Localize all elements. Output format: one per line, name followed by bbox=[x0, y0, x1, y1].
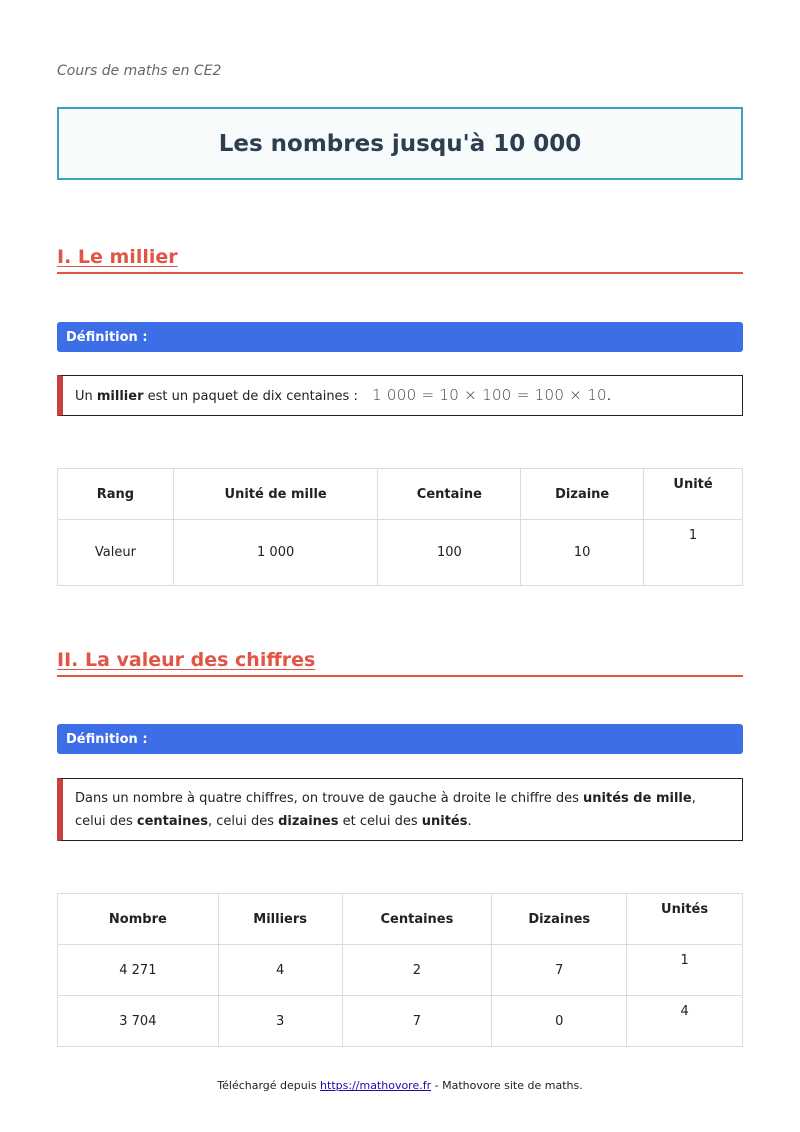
section-title-text: I. Le millier bbox=[57, 246, 178, 268]
table-cell: 3 704 bbox=[58, 996, 219, 1047]
section-title-text: II. La valeur des chiffres bbox=[57, 649, 316, 671]
table-cell: 4 bbox=[218, 945, 342, 996]
course-subtitle: Cours de maths en CE2 bbox=[57, 63, 222, 79]
definition-box bbox=[57, 375, 743, 416]
millier-table bbox=[57, 468, 743, 586]
table-header: Milliers bbox=[218, 894, 342, 945]
table-header: Unités bbox=[627, 894, 743, 945]
title-box bbox=[57, 107, 743, 180]
math-equation: 1 000 = 10 × 100 = 100 × 10 bbox=[371, 386, 607, 404]
definition-label: Définition : bbox=[66, 329, 148, 345]
valeur-table bbox=[57, 893, 743, 1047]
table-header: Centaines bbox=[342, 894, 492, 945]
definition-text: . bbox=[467, 814, 472, 829]
page-title: Les nombres jusqu'à 10 000 bbox=[218, 130, 582, 157]
table-header: Dizaine bbox=[521, 469, 644, 520]
definition-term: millier bbox=[96, 389, 144, 404]
definition-text: , celui des bbox=[207, 814, 279, 829]
table-cell: 3 bbox=[218, 996, 342, 1047]
definition-term: dizaines bbox=[278, 814, 339, 829]
table-cell: 4 271 bbox=[58, 945, 219, 996]
table-header: Centaine bbox=[378, 469, 521, 520]
definition-box bbox=[57, 778, 743, 841]
table-cell: 1 000 bbox=[173, 520, 378, 586]
table-row bbox=[58, 945, 743, 996]
table-row bbox=[58, 520, 743, 586]
definition-term: centaines bbox=[136, 814, 208, 829]
definition-text-prefix: Un bbox=[75, 389, 97, 404]
table-header: Rang bbox=[58, 469, 174, 520]
table-row bbox=[58, 996, 743, 1047]
table-cell: 1 bbox=[644, 520, 743, 586]
definition-text-suffix: est un paquet de dix centaines : bbox=[143, 389, 358, 404]
table-header-row bbox=[58, 894, 743, 945]
table-header: Unité bbox=[644, 469, 743, 520]
table-header: Unité de mille bbox=[173, 469, 378, 520]
definition-text: , celui des bbox=[75, 791, 696, 829]
footer bbox=[0, 1079, 800, 1092]
table-cell: 7 bbox=[492, 945, 627, 996]
table-header: Dizaines bbox=[492, 894, 627, 945]
definition-label: Définition : bbox=[66, 731, 148, 747]
definition-term: unités de mille bbox=[583, 791, 692, 806]
definition-end: . bbox=[606, 389, 612, 404]
definition-term: unités bbox=[421, 814, 468, 829]
footer-link[interactable]: https://mathovore.fr bbox=[320, 1079, 432, 1092]
footer-suffix: - Mathovore site de maths. bbox=[431, 1079, 583, 1092]
footer-prefix: Téléchargé depuis bbox=[217, 1079, 321, 1092]
table-header-row bbox=[58, 469, 743, 520]
table-cell: 100 bbox=[378, 520, 521, 586]
table-cell: Valeur bbox=[58, 520, 174, 586]
table-cell: 1 bbox=[627, 945, 743, 996]
section-title-millier bbox=[57, 246, 743, 274]
table-cell: 2 bbox=[342, 945, 492, 996]
definition-bar bbox=[57, 322, 743, 352]
definition-text: Dans un nombre à quatre chiffres, on trouve de gauche à droite le chiffre des bbox=[75, 791, 584, 806]
section-title-valeur bbox=[57, 649, 743, 677]
table-cell: 10 bbox=[521, 520, 644, 586]
definition-text: et celui des bbox=[338, 814, 422, 829]
table-cell: 4 bbox=[627, 996, 743, 1047]
table-header: Nombre bbox=[58, 894, 219, 945]
definition-bar bbox=[57, 724, 743, 754]
table-cell: 7 bbox=[342, 996, 492, 1047]
table-cell: 0 bbox=[492, 996, 627, 1047]
